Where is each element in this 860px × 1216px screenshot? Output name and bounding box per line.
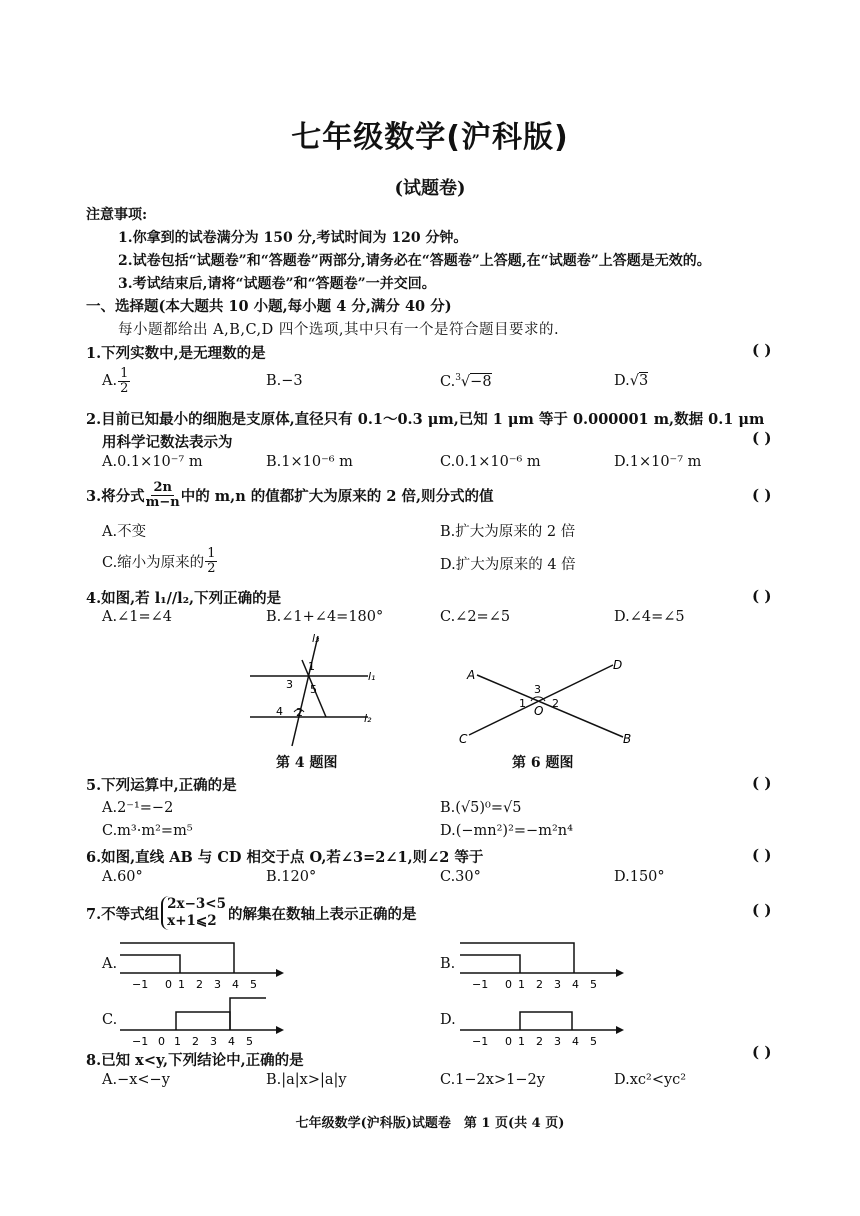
question-4-stem: 4.如图,若 l₁//l₂,下列正确的是 bbox=[86, 590, 282, 607]
svg-text:−1: −1 bbox=[472, 1035, 489, 1048]
q7-option-b-number-line bbox=[458, 935, 628, 991]
svg-text:5: 5 bbox=[246, 1035, 253, 1048]
svg-text:1: 1 bbox=[174, 1035, 181, 1048]
q2-option-b: B.1×10⁻⁶ m bbox=[266, 454, 353, 470]
question-8-stem: 8.已知 x<y,下列结论中,正确的是 bbox=[86, 1052, 304, 1069]
label-3: 3 bbox=[534, 683, 541, 696]
svg-text:0: 0 bbox=[505, 978, 512, 991]
q4-option-c: C.∠2=∠5 bbox=[440, 609, 511, 625]
question-2-stem-line2: 用科学记数法表示为 bbox=[102, 434, 233, 451]
label-d: D bbox=[613, 658, 623, 672]
svg-text:3: 3 bbox=[554, 978, 561, 991]
q2-option-a: A.0.1×10⁻⁷ m bbox=[102, 454, 203, 470]
q3-option-a: A.不变 bbox=[102, 524, 147, 540]
q5-option-d: D.(−mn²)²=−m²n⁴ bbox=[440, 823, 573, 839]
q6-option-d: D.150° bbox=[614, 869, 665, 885]
fraction: $\frac{1}{2}$ bbox=[120, 365, 129, 396]
answer-paren: ( ) bbox=[752, 486, 772, 504]
solution-bracket bbox=[460, 943, 574, 973]
solution-bracket bbox=[120, 943, 234, 973]
answer-paren: ( ) bbox=[752, 341, 772, 359]
inequality-system: 2x−3<5 x+1⩽2 bbox=[161, 896, 226, 930]
radical-icon: √ bbox=[460, 373, 471, 390]
fraction: $\frac{2n}{m-n}$ bbox=[145, 479, 180, 510]
solution-bracket bbox=[460, 955, 520, 973]
svg-text:3: 3 bbox=[554, 1035, 561, 1048]
svg-text:2: 2 bbox=[192, 1035, 199, 1048]
figure-6-diagram bbox=[455, 655, 635, 750]
svg-text:2: 2 bbox=[196, 978, 203, 991]
svg-text:0: 0 bbox=[505, 1035, 512, 1048]
solution-bracket bbox=[230, 998, 266, 1030]
figure-4-caption: 第 4 题图 bbox=[276, 755, 338, 771]
q8-option-d: D.xc²<yc² bbox=[614, 1072, 687, 1088]
svg-text:1: 1 bbox=[518, 978, 525, 991]
arrow-icon bbox=[276, 1026, 284, 1034]
svg-text:3: 3 bbox=[210, 1035, 217, 1048]
q4-option-a: A.∠1=∠4 bbox=[102, 609, 172, 625]
solution-bracket bbox=[520, 1012, 572, 1030]
label-o: O bbox=[534, 704, 544, 718]
q3-option-d: D.扩大为原来的 4 倍 bbox=[440, 557, 576, 573]
svg-text:0: 0 bbox=[158, 1035, 165, 1048]
q7-option-c-number-line bbox=[118, 992, 288, 1048]
svg-text:5: 5 bbox=[590, 1035, 597, 1048]
svg-text:4: 4 bbox=[572, 978, 579, 991]
svg-text:1: 1 bbox=[518, 1035, 525, 1048]
question-5-stem: 5.下列运算中,正确的是 bbox=[86, 777, 237, 794]
page-title: 七年级数学(沪科版) bbox=[291, 120, 569, 155]
q6-option-b: B.120° bbox=[266, 869, 317, 885]
question-6-stem: 6.如图,直线 AB 与 CD 相交于点 O,若∠3=2∠1,则∠2 等于 bbox=[86, 849, 484, 866]
q2-option-c: C.0.1×10⁻⁶ m bbox=[440, 454, 541, 470]
q1-option-a: A. $\frac{1}{2}$ bbox=[102, 365, 129, 396]
label-a: A bbox=[467, 668, 476, 682]
svg-text:3: 3 bbox=[214, 978, 221, 991]
label-4: 4 bbox=[276, 705, 283, 718]
label-3: 3 bbox=[286, 678, 293, 691]
q8-option-a: A.−x<−y bbox=[102, 1072, 170, 1088]
svg-text:5: 5 bbox=[250, 978, 257, 991]
label-c: C bbox=[459, 732, 468, 746]
notice-item: 1.你拿到的试卷满分为 150 分,考试时间为 120 分钟。 bbox=[118, 230, 468, 246]
line-cd bbox=[469, 665, 613, 735]
svg-text:2: 2 bbox=[536, 978, 543, 991]
answer-paren: ( ) bbox=[752, 774, 772, 792]
q5-option-c: C.m³·m²=m⁵ bbox=[102, 823, 193, 839]
page-subtitle: (试题卷) bbox=[394, 178, 466, 199]
page-footer: 七年级数学(沪科版)试题卷 第 1 页(共 4 页) bbox=[295, 1116, 565, 1131]
q3-option-c: C.缩小为原来的 $\frac{1}{2}$ bbox=[102, 545, 216, 576]
answer-paren: ( ) bbox=[752, 587, 772, 605]
section-instruction: 每小题都给出 A,B,C,D 四个选项,其中只有一个是符合题目要求的. bbox=[118, 322, 560, 338]
q1-option-c: C.$^3$√−8 bbox=[440, 373, 492, 390]
svg-text:2: 2 bbox=[536, 1035, 543, 1048]
line-ab bbox=[477, 675, 623, 737]
label-l2: l₂ bbox=[364, 712, 372, 725]
q1-option-d: D.√3 bbox=[614, 373, 649, 389]
fraction: $\frac{1}{2}$ bbox=[207, 545, 216, 576]
q6-option-c: C.30° bbox=[440, 869, 481, 885]
q6-option-a: A.60° bbox=[102, 869, 143, 885]
notice-item: 2.试卷包括“试题卷”和“答题卷”两部分,请务必在“答题卷”上答题,在“试题卷”上答题是无效的。 bbox=[118, 253, 711, 269]
question-7-stem: 7.不等式组 2x−3<5 x+1⩽2 的解集在数轴上表示正确的是 bbox=[86, 896, 417, 929]
question-2-stem: 2.目前已知最小的细胞是支原体,直径只有 0.1～0.3 μm,已知 1 μm 等于 0.000001 m,数据 0.1 μm bbox=[86, 411, 765, 428]
svg-text:1: 1 bbox=[178, 978, 185, 991]
q7-option-a-label: A. bbox=[102, 956, 118, 972]
label-b: B bbox=[623, 732, 632, 746]
arrow-icon bbox=[616, 969, 624, 977]
q8-option-c: C.1−2x>1−2y bbox=[440, 1072, 545, 1088]
section-heading: 一、选择题(本大题共 10 小题,每小题 4 分,满分 40 分) bbox=[86, 298, 452, 315]
answer-paren: ( ) bbox=[752, 901, 772, 919]
arrow-icon bbox=[616, 1026, 624, 1034]
label-l1: l₁ bbox=[368, 670, 376, 683]
svg-text:−1: −1 bbox=[472, 978, 489, 991]
radical-icon: √ bbox=[629, 373, 639, 389]
question-1-stem: 1.下列实数中,是无理数的是 bbox=[86, 345, 266, 362]
svg-text:4: 4 bbox=[228, 1035, 235, 1048]
q5-option-b: B.(√5)⁰=√5 bbox=[440, 800, 522, 816]
q2-option-d: D.1×10⁻⁷ m bbox=[614, 454, 702, 470]
label-2: 2 bbox=[552, 697, 559, 710]
q7-option-d-label: D. bbox=[440, 1012, 456, 1028]
q4-option-d: D.∠4=∠5 bbox=[614, 609, 685, 625]
answer-paren: ( ) bbox=[752, 429, 772, 447]
q4-option-b: B.∠1+∠4=180° bbox=[266, 609, 384, 625]
label-1: 1 bbox=[519, 697, 526, 710]
q7-option-c-label: C. bbox=[102, 1012, 118, 1028]
question-3-stem: 3.将分式 $\frac{2n}{m-n}$ 中的 m,n 的值都扩大为原来的 2 倍,则分式的值 bbox=[86, 479, 494, 510]
svg-text:4: 4 bbox=[572, 1035, 579, 1048]
label-l3: l₃ bbox=[312, 632, 320, 645]
solution-bracket bbox=[176, 1012, 230, 1030]
q7-option-b-label: B. bbox=[440, 956, 456, 972]
answer-paren: ( ) bbox=[752, 846, 772, 864]
label-2: 2 bbox=[296, 706, 303, 719]
solution-bracket bbox=[120, 955, 180, 973]
q1-option-b: B.−3 bbox=[266, 373, 303, 389]
label-5: 5 bbox=[310, 683, 317, 696]
q8-option-b: B.|a|x>|a|y bbox=[266, 1072, 347, 1088]
q5-option-a: A.2⁻¹=−2 bbox=[102, 800, 174, 816]
svg-text:4: 4 bbox=[232, 978, 239, 991]
figure-6-caption: 第 6 题图 bbox=[512, 755, 574, 771]
q7-option-d-number-line bbox=[458, 992, 628, 1048]
arrow-icon bbox=[276, 969, 284, 977]
q3-option-b: B.扩大为原来的 2 倍 bbox=[440, 524, 576, 540]
label-1: 1 bbox=[308, 660, 315, 673]
svg-text:5: 5 bbox=[590, 978, 597, 991]
svg-text:−1: −1 bbox=[132, 978, 149, 991]
svg-text:0: 0 bbox=[165, 978, 172, 991]
q7-option-a-number-line bbox=[118, 935, 288, 991]
figure-4-diagram bbox=[240, 630, 390, 750]
notice-heading: 注意事项: bbox=[86, 207, 148, 223]
answer-paren: ( ) bbox=[752, 1043, 772, 1061]
notice-item: 3.考试结束后,请将“试题卷”和“答题卷”一并交回。 bbox=[118, 276, 436, 292]
svg-text:−1: −1 bbox=[132, 1035, 149, 1048]
